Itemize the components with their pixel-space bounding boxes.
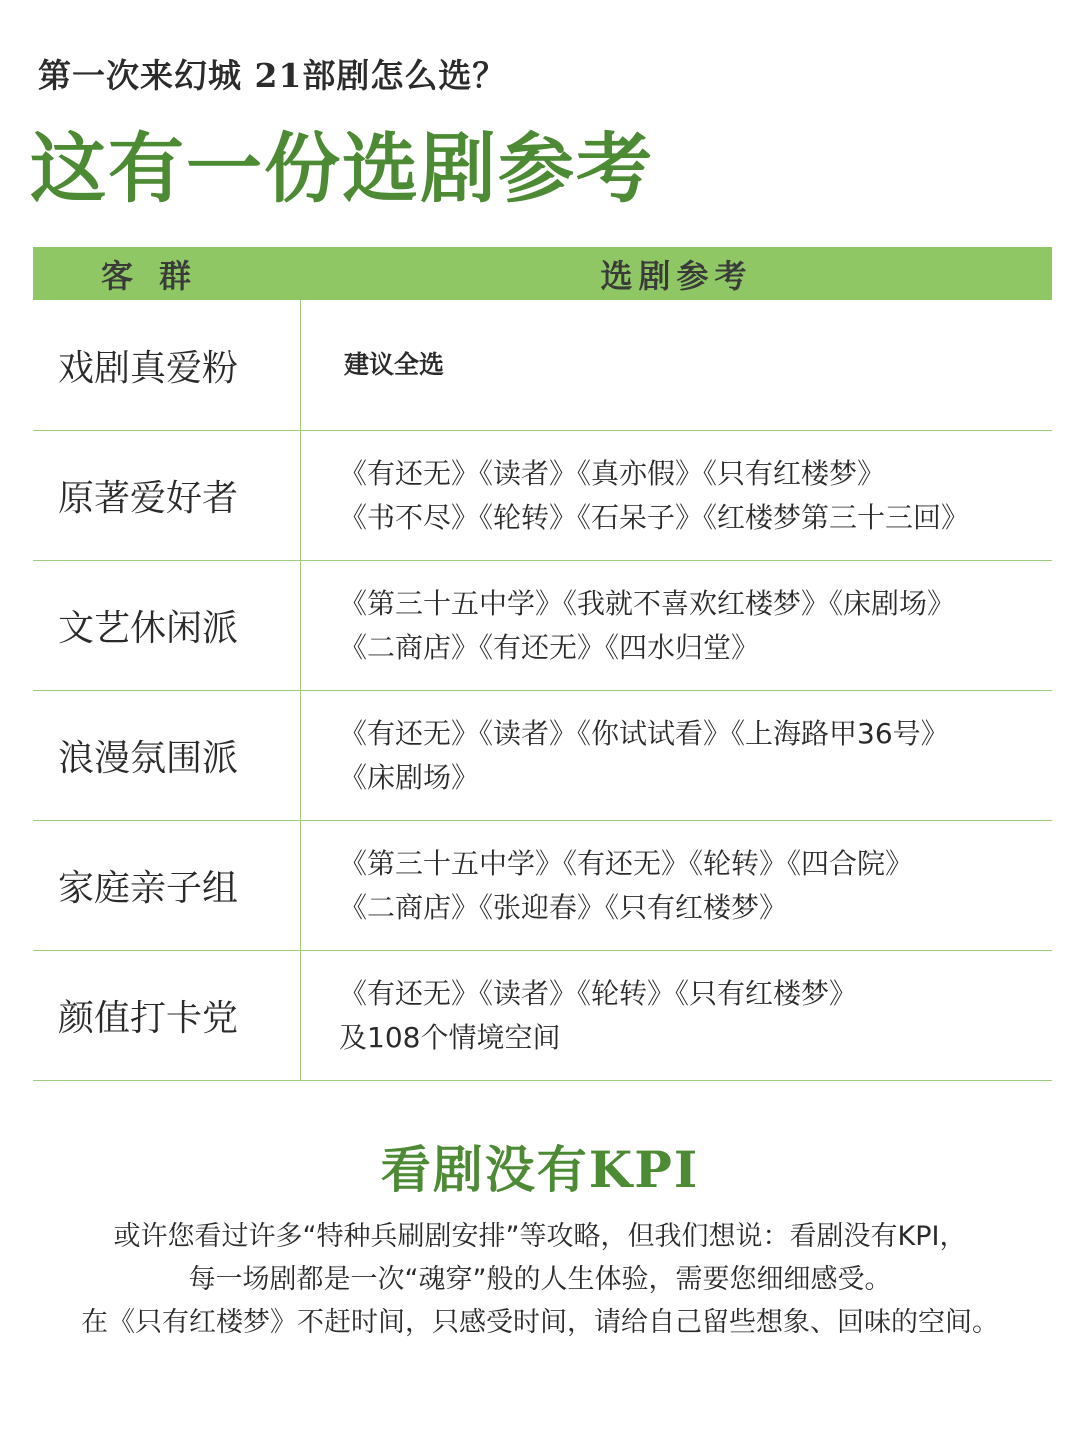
recommendation-line: 《有还无》《读者》《真亦假》《只有红楼梦》 <box>339 456 886 490</box>
recommendation-cell <box>301 561 1052 690</box>
table-row <box>33 431 1052 561</box>
table-row <box>33 300 1052 431</box>
audience-group: 家庭亲子组 <box>33 821 301 950</box>
recommendation-line: 《床剧场》 <box>339 760 480 794</box>
table-row <box>33 951 1052 1081</box>
kpi-heading: 看剧没有KPI <box>380 1140 700 1199</box>
page-title: 这有一份选剧参考 <box>30 124 654 213</box>
recommendation-line: 建议全选 <box>344 350 445 379</box>
table-row <box>33 821 1052 951</box>
audience-group: 原著爱好者 <box>33 431 301 560</box>
recommendation-cell <box>301 431 1052 560</box>
recommendation-cell <box>301 821 1052 950</box>
footer-paragraph <box>0 1215 1080 1344</box>
audience-group: 戏剧真爱粉 <box>33 300 301 430</box>
recommendation-line: 《书不尽》《轮转》《石呆子》《红楼梦第三十三回》 <box>339 500 970 534</box>
recommendation-line: 《有还无》《读者》《轮转》《只有红楼梦》 <box>339 976 858 1010</box>
recommendation-line: 《二商店》《有还无》《四水归堂》 <box>339 630 760 664</box>
audience-group: 浪漫氛围派 <box>33 691 301 820</box>
audience-group: 文艺休闲派 <box>33 561 301 690</box>
recommendation-line: 《第三十五中学》《有还无》《轮转》《四合院》 <box>339 846 914 880</box>
table-header <box>33 247 1052 300</box>
recommendation-line: 《第三十五中学》《我就不喜欢红楼梦》《床剧场》 <box>339 586 956 620</box>
table-row <box>33 561 1052 691</box>
recommendation-cell <box>301 951 1052 1080</box>
paragraph-line: 或许您看过许多“特种兵刷剧安排”等攻略，但我们想说：看剧没有KPI， <box>113 1221 967 1252</box>
recommendation-cell <box>301 300 1052 430</box>
paragraph-line: 在《只有红楼梦》不赶时间，只感受时间，请给自己留些想象、回味的空间。 <box>81 1307 999 1338</box>
recommendation-table <box>33 247 1052 1081</box>
column-header-group: 客群 <box>101 256 218 295</box>
audience-group: 颜值打卡党 <box>33 951 301 1080</box>
paragraph-line: 每一场剧都是一次“魂穿”般的人生体验，需要您细细感受。 <box>188 1264 892 1295</box>
recommendation-line: 《二商店》《张迎春》《只有红楼梦》 <box>339 890 788 924</box>
column-header-recommendation: 选剧参考 <box>600 256 753 295</box>
recommendation-cell <box>301 691 1052 820</box>
recommendation-line: 《有还无》《读者》《你试试看》《上海路甲36号》 <box>339 716 949 750</box>
table-row <box>33 691 1052 821</box>
subtitle: 第一次来幻城 21部剧怎么选？ <box>38 56 507 95</box>
recommendation-line: 及108个情境空间 <box>339 1020 561 1054</box>
